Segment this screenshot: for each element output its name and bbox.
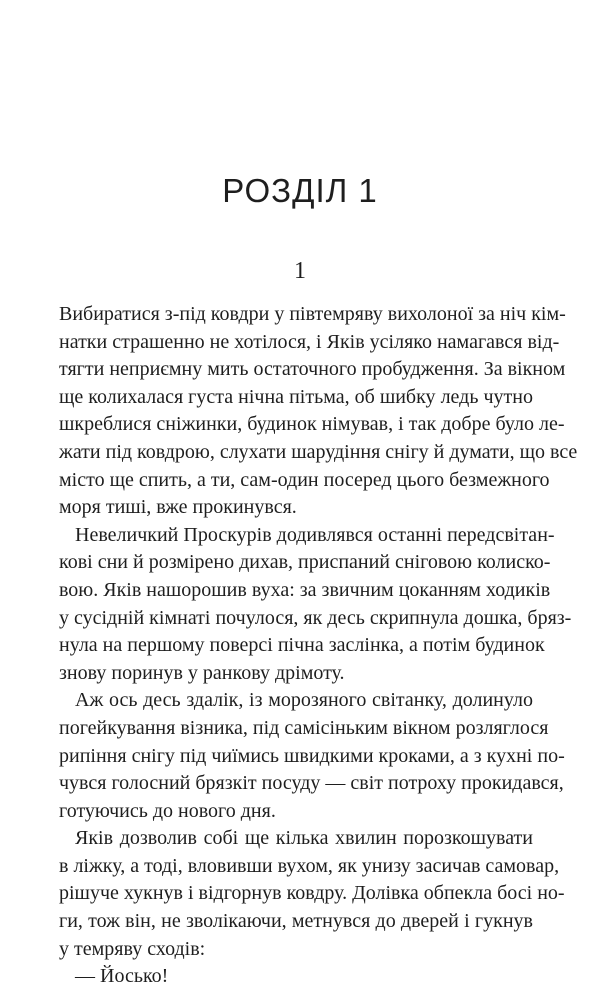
text-line: Вибиратися з-під ковдри у півтемряву вихолоної за ніч кім- — [59, 303, 566, 325]
text-line: тягти неприємну мить остаточного пробудження. За вікном — [59, 358, 566, 381]
chapter-title: РОЗДІЛ 1 — [222, 172, 378, 209]
text-line: натки страшенно не хотілося, і Яків усіляко намагався від- — [59, 330, 560, 353]
paragraph-5 — [59, 963, 533, 991]
text-line: моря тиші, вже прокинувся. — [59, 496, 297, 519]
text-line: ги, тож він, не зволікаючи, метнувся до дверей і гукнув — [59, 910, 533, 933]
text-line: готуючись до нового дня. — [59, 799, 276, 822]
text-line: погейкування візника, під самісіньким вікном розляглося — [59, 716, 549, 739]
text-line: нула на першому поверсі пічна заслінка, а потім будинок — [59, 634, 545, 657]
text-line: Яків дозволив собі ще кілька хвилин порозкошувати — [75, 827, 533, 850]
text-line: Аж ось десь здалік, із морозяного світанку, долинуло — [75, 689, 533, 712]
text-line: місто ще спить, а ти, сам-один посеред цього безмежного — [59, 468, 550, 491]
text-line: Невеличкий Проскурів додивлявся останні передсвітан- — [75, 523, 555, 546]
section-number: 1 — [294, 258, 306, 284]
body-text — [59, 301, 578, 991]
text-line: у сусідній кімнаті почулося, як десь скрипнула дошка, бряз- — [59, 606, 572, 629]
text-line: вою. Яків нашорошив вуха: за звичним цоканням ходиків — [59, 578, 551, 601]
text-line: — Йосько! — [75, 965, 169, 988]
text-line: ще колихалася густа нічна пітьма, об шибку ледь чутно — [59, 385, 533, 408]
text-line: знову поринув у ранкову дрімоту. — [59, 661, 345, 684]
paragraph-3 — [59, 687, 565, 825]
paragraph-1 — [59, 301, 578, 522]
text-line: чувся голосний брязкіт посуду — світ потроху прокидався, — [59, 772, 564, 795]
text-line: в ліжку, а тоді, вловивши вухом, як унизу засичав самовар, — [59, 854, 560, 877]
text-line: рипіння снігу під чиїмись швидкими кроками, а з кухні по- — [59, 744, 565, 767]
text-line: рішуче хукнув і відгорнув ковдру. Долівка обпекла босі но- — [59, 882, 565, 905]
paragraph-4 — [59, 825, 565, 963]
text-line: жати під ковдрою, слухати шарудіння снігу й думати, що все — [59, 440, 578, 463]
paragraph-2 — [59, 522, 572, 688]
text-line: кові сни й розмірено дихав, приспаний сніговою колиско- — [59, 551, 551, 574]
text-line: шкреблися сніжинки, будинок німував, і так добре було ле- — [59, 413, 565, 436]
text-line: у темряву сходів: — [59, 937, 206, 960]
